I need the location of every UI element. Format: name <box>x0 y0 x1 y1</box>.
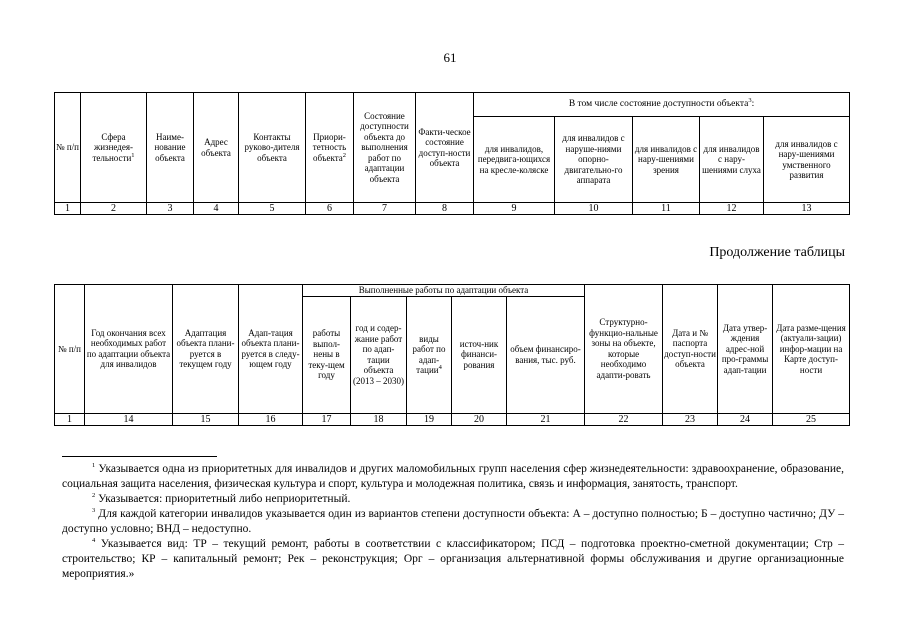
column-number: 11 <box>633 203 700 215</box>
header-cell: Сфера жизнедея-тельности$^1$ <box>81 93 147 203</box>
column-number: 16 <box>239 413 303 425</box>
column-number: 5 <box>239 203 306 215</box>
column-number: 14 <box>85 413 173 425</box>
footnote: $^3$ Для каждой категории инвалидов указывается один из вариантов степени доступности объекта: А – доступно полностью; Б – доступно частично; ДУ – доступно условно; ВНД – недоступно. <box>62 507 845 535</box>
column-number: 21 <box>507 413 585 425</box>
header-cell: Адрес объекта <box>194 93 239 203</box>
column-number: 17 <box>303 413 351 425</box>
column-number: 6 <box>306 203 354 215</box>
subheader-cell: работы выпол-нены в теку-щем году <box>303 296 351 413</box>
header-cell: Адап-тация объекта плани-руется в следу-ющем году <box>239 285 303 414</box>
header-cell: Дата разме-щения (актуали-зации) инфор-мации на Карте доступ-ности <box>773 285 850 414</box>
subheader-cell: для инвалидов с нару-шениями умственного развития <box>764 117 850 203</box>
header-cell: Дата и № паспорта доступ-ности объекта <box>663 285 718 414</box>
header-cell: Контакты руково-дителя объекта <box>239 93 306 203</box>
column-number: 22 <box>585 413 663 425</box>
subheader-cell: объем финансиро-вания, тыс. руб. <box>507 296 585 413</box>
header-cell: Дата утвер-ждения адрес-ной про-граммы адап-тации <box>718 285 773 414</box>
column-number: 23 <box>663 413 718 425</box>
column-number: 4 <box>194 203 239 215</box>
column-number: 7 <box>354 203 416 215</box>
header-cell: Факти-ческое состояние доступ-ности объекта <box>416 93 474 203</box>
page-number: 61 <box>443 50 457 65</box>
accessibility-table-part2 <box>54 284 850 426</box>
column-number: 1 <box>55 413 85 425</box>
column-number: 20 <box>452 413 507 425</box>
header-cell: № п/п <box>55 285 85 414</box>
subheader-cell: для инвалидов, передвига-ющихся на кресле-коляске <box>474 117 555 203</box>
column-number: 24 <box>718 413 773 425</box>
subheader-cell: для инвалидов с нару-шениями слуха <box>700 117 764 203</box>
column-number: 13 <box>764 203 850 215</box>
column-number: 18 <box>351 413 407 425</box>
header-cell: Наиме-нование объекта <box>147 93 194 203</box>
footnote: $^1$ Указывается одна из приоритетных для инвалидов и других маломобильных групп населения сфер жизнедеятельности: здравоохранение, образование, социальная защита населения, физическая культура и спорт, культура и молодежная политика, связь и информация, занятость, транспорт. <box>62 462 844 490</box>
column-number: 25 <box>773 413 850 425</box>
header-cell: Структурно-функцио-нальные зоны на объекте, которые необходимо адапти-ровать <box>585 285 663 414</box>
header-cell: Приори-тетность объекта$^2$ <box>306 93 354 203</box>
subheader-cell: виды работ по адап-тации$^4$ <box>407 296 452 413</box>
column-number: 10 <box>555 203 633 215</box>
header-cell: Год окончания всех необходимых работ по адаптации объекта для инвалидов <box>85 285 173 414</box>
footnotes <box>62 462 844 582</box>
accessibility-table-part1 <box>54 92 850 215</box>
column-number: 1 <box>55 203 81 215</box>
subheader-cell: источ-ник финанси-рования <box>452 296 507 413</box>
column-number: 12 <box>700 203 764 215</box>
header-cell: № п/п <box>55 93 81 203</box>
group-header-cell: В том числе состояние доступности объекта$^3$: <box>474 93 850 117</box>
header-cell: Состояние доступности объекта до выполнения работ по адаптации объекта <box>354 93 416 203</box>
subheader-cell: год и содер-жание работ по адап-тации объекта (2013 – 2030) <box>351 296 407 413</box>
column-number: 8 <box>416 203 474 215</box>
subheader-cell: для инвалидов с наруше-ниями опорно-двигательно-го аппарата <box>555 117 633 203</box>
continuation-label: Продолжение таблицы <box>709 245 845 260</box>
header-cell: Адаптация объекта плани-руется в текущем году <box>173 285 239 414</box>
column-number: 9 <box>474 203 555 215</box>
footnote-divider <box>62 456 217 457</box>
column-number: 2 <box>81 203 147 215</box>
group-header-cell: Выполненные работы по адаптации объекта <box>303 285 585 297</box>
footnote: $^4$ Указывается вид: ТР – текущий ремонт, работы в соответствии с классификатором; ПСД – подготовка проектно-сметной документации; Стр – строительство; КР – капитальный ремонт; Рек – реконструкция; Орг – организация альтернативной формы обслуживания и другие организационные мероприятия.» <box>62 537 844 580</box>
footnote: $^2$ Указывается: приоритетный либо неприоритетный. <box>92 492 351 505</box>
column-number: 3 <box>147 203 194 215</box>
column-number: 19 <box>407 413 452 425</box>
subheader-cell: для инвалидов с нару-шениями зрения <box>633 117 700 203</box>
column-number: 15 <box>173 413 239 425</box>
